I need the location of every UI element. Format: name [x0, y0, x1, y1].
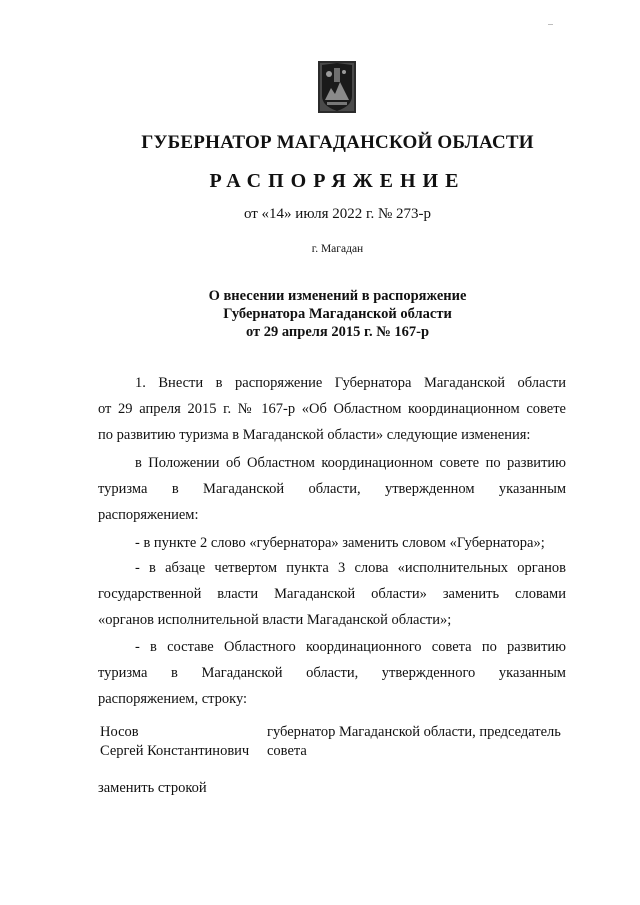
paragraph-2	[98, 450, 566, 528]
member-role-line: совета	[267, 743, 307, 759]
member-role	[267, 723, 572, 761]
paragraph-line: от 29 апреля 2015 г. № 167-р «Об Областном координационном совете	[98, 401, 566, 417]
paragraph-5	[98, 634, 566, 712]
paragraph-line: по развитию туризма в Магаданской области» следующие изменения:	[98, 427, 531, 443]
paragraph-line: туризма в Магаданской области, утвержденного указанным	[98, 665, 566, 681]
document-city: г. Магадан	[311, 243, 364, 255]
paragraph-3	[98, 530, 566, 556]
member-given-names: Сергей Константинович	[100, 743, 250, 759]
member-surname: Носов	[100, 724, 139, 740]
coat-of-arms-icon	[317, 60, 357, 114]
document-date-number: от «14» июля 2022 г. № 273-р	[243, 206, 432, 222]
paragraph-4	[98, 555, 566, 633]
document-type: РАСПОРЯЖЕНИЕ	[209, 170, 466, 192]
subject-line: Губернатора Магаданской области	[223, 306, 452, 322]
paragraph-line: «органов исполнительной власти Магаданской области»;	[98, 612, 452, 628]
closing-text: заменить строкой	[98, 780, 207, 796]
paragraph-line: государственной власти Магаданской области» заменить словами	[98, 586, 566, 602]
paragraph-line: туризма в Магаданской области, утвержденном указанным	[98, 481, 566, 497]
issuer-title: ГУБЕРНАТОР МАГАДАНСКОЙ ОБЛАСТИ	[141, 132, 534, 153]
paragraph-line: распоряжением:	[98, 507, 199, 523]
paragraph-line: 1. Внести в распоряжение Губернатора Магаданской области	[135, 375, 566, 391]
member-name	[100, 723, 270, 761]
scan-mark	[548, 24, 553, 25]
paragraph-line: распоряжением, строку:	[98, 691, 248, 707]
member-role-line: губернатор Магаданской области, председатель	[267, 724, 561, 740]
paragraph-line: - в пункте 2 слово «губернатора» заменить словом «Губернатора»;	[135, 535, 545, 551]
subject-line: О внесении изменений в распоряжение	[208, 288, 467, 304]
document-subject	[0, 287, 640, 341]
paragraph-1	[98, 370, 566, 448]
paragraph-line: - в составе Областного координационного совета по развитию	[135, 639, 566, 655]
paragraph-line: - в абзаце четвертом пункта 3 слова «исполнительных органов	[135, 560, 566, 576]
paragraph-line: в Положении об Областном координационном совете по развитию	[135, 455, 566, 471]
subject-line: от 29 апреля 2015 г. № 167-р	[245, 324, 430, 340]
